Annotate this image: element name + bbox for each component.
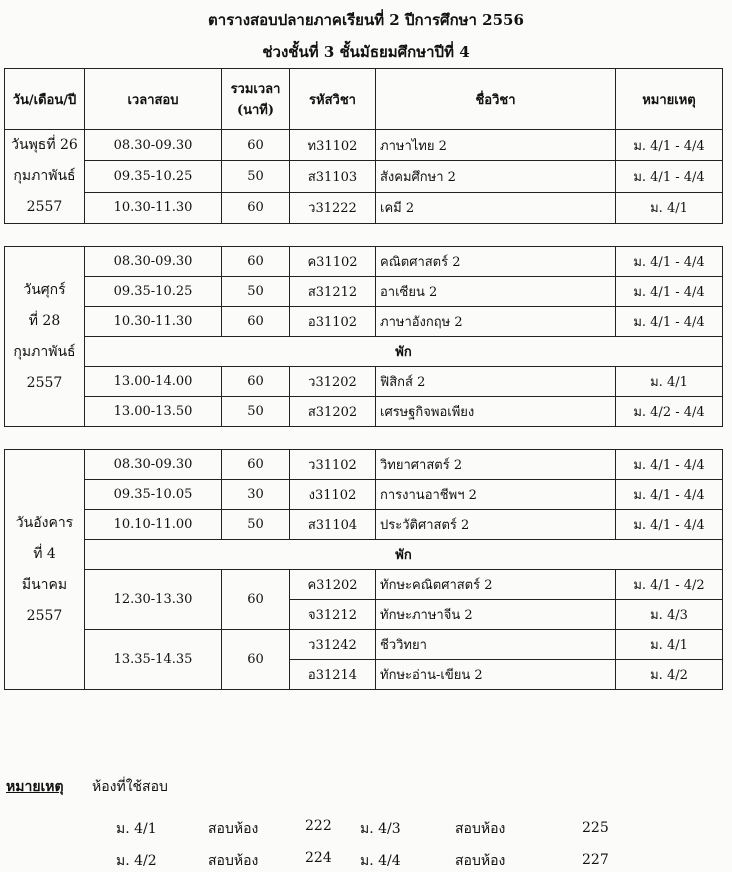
- note-cell: ม. 4/1: [616, 367, 723, 397]
- time-cell: 09.35-10.25: [85, 161, 222, 192]
- day3-line2: ที่ 4: [33, 545, 56, 562]
- duration-cell: 50: [222, 510, 290, 540]
- spacer-cell: [5, 224, 723, 247]
- duration-cell: 60: [222, 450, 290, 480]
- break-row: [5, 540, 723, 570]
- note-cell: ม. 4/1: [616, 630, 723, 660]
- table-row: [5, 161, 723, 192]
- room-class: ม. 4/4: [360, 853, 401, 869]
- table-row: [5, 130, 723, 161]
- subject-cell: อาเซียน 2: [376, 277, 616, 307]
- day1-line1: วันพุธที่ 26: [11, 137, 78, 153]
- room-number: 227: [582, 852, 609, 868]
- time-cell: 08.30-09.30: [85, 247, 222, 277]
- duration-cell: 50: [222, 161, 290, 192]
- note-cell: ม. 4/1 - 4/4: [616, 130, 723, 161]
- day2-line3: กุมภาพันธ์: [13, 343, 76, 360]
- header-note: หมายเหตุ: [616, 69, 723, 130]
- title-line-2: ช่วงชั้นที่ 3 ชั้นมัธยมศึกษาปีที่ 4: [262, 43, 470, 61]
- subject-cell: วิทยาศาสตร์ 2: [376, 450, 616, 480]
- spacer-row: [5, 224, 723, 247]
- subject-cell: ประวัติศาสตร์ 2: [376, 510, 616, 540]
- note-cell: ม. 4/1 - 4/4: [616, 277, 723, 307]
- day2-line1: วันศุกร์: [23, 281, 66, 298]
- time-cell: 09.35-10.25: [85, 277, 222, 307]
- note-cell: ม. 4/1 - 4/4: [616, 247, 723, 277]
- break-row: [5, 337, 723, 367]
- day3-date-cell: [5, 450, 85, 690]
- code-cell: จ31212: [290, 600, 376, 630]
- spacer-row: [5, 427, 723, 450]
- time-cell: 10.30-11.30: [85, 192, 222, 223]
- note-cell: ม. 4/3: [616, 600, 723, 630]
- note-cell: ม. 4/1 - 4/4: [616, 161, 723, 192]
- table-row: [5, 367, 723, 397]
- table-row: [5, 510, 723, 540]
- day2-date-cell: [5, 247, 85, 427]
- header-row: [5, 69, 723, 130]
- header-code: รหัสวิชา: [290, 69, 376, 130]
- header-duration-line2: (นาที): [236, 103, 275, 118]
- table-row: [5, 247, 723, 277]
- title-line-1: ตารางสอบปลายภาคเรียนที่ 2 ปีการศึกษา 2556: [208, 11, 524, 29]
- duration-cell: 50: [222, 397, 290, 427]
- day1-line2: กุมภาพันธ์: [13, 168, 76, 184]
- table-row: [5, 480, 723, 510]
- day1-line3: 2557: [26, 199, 63, 215]
- header-duration-line1: รวมเวลา: [230, 82, 281, 97]
- time-cell: 12.30-13.30: [85, 570, 222, 630]
- time-cell: 13.00-14.00: [85, 367, 222, 397]
- subject-cell: ชีววิทยา: [376, 630, 616, 660]
- duration-cell: 60: [222, 130, 290, 161]
- subject-cell: ภาษาอังกฤษ 2: [376, 307, 616, 337]
- code-cell: ส31202: [290, 397, 376, 427]
- code-cell: ค31102: [290, 247, 376, 277]
- day3-line1: วันอังคาร: [15, 514, 74, 531]
- day2-line4: 2557: [26, 374, 63, 391]
- code-cell: ว31242: [290, 630, 376, 660]
- code-cell: อ31214: [290, 660, 376, 690]
- subject-cell: ทักษะคณิตศาสตร์ 2: [376, 570, 616, 600]
- code-cell: อ31102: [290, 307, 376, 337]
- room-word: สอบห้อง: [455, 821, 506, 837]
- duration-cell: 30: [222, 480, 290, 510]
- duration-cell: 50: [222, 277, 290, 307]
- subject-cell: เศรษฐกิจพอเพียง: [376, 397, 616, 427]
- code-cell: ว31202: [290, 367, 376, 397]
- subject-cell: ทักษะภาษาจีน 2: [376, 600, 616, 630]
- day3-line3: มีนาคม: [21, 576, 68, 593]
- code-cell: ง31102: [290, 480, 376, 510]
- day2-line2: ที่ 28: [28, 312, 61, 329]
- subject-cell: การงานอาชีพฯ 2: [376, 480, 616, 510]
- note-cell: ม. 4/1 - 4/4: [616, 510, 723, 540]
- code-cell: ส31104: [290, 510, 376, 540]
- code-cell: ค31202: [290, 570, 376, 600]
- header-subject: ชื่อวิชา: [376, 69, 616, 130]
- code-cell: ว31102: [290, 450, 376, 480]
- day3-line4: 2557: [26, 607, 63, 624]
- time-cell: 13.00-13.50: [85, 397, 222, 427]
- duration-cell: 60: [222, 630, 290, 690]
- room-class: ม. 4/2: [116, 853, 157, 869]
- subject-cell: ทักษะอ่าน-เขียน 2: [376, 660, 616, 690]
- time-cell: 08.30-09.30: [85, 130, 222, 161]
- room-number: 225: [582, 820, 609, 836]
- time-cell: 09.35-10.05: [85, 480, 222, 510]
- time-cell: 08.30-09.30: [85, 450, 222, 480]
- code-cell: ท31102: [290, 130, 376, 161]
- time-cell: 10.10-11.00: [85, 510, 222, 540]
- notes-label: หมายเหตุ: [6, 779, 64, 795]
- note-cell: ม. 4/1 - 4/4: [616, 450, 723, 480]
- subject-cell: เคมี 2: [376, 192, 616, 223]
- notes-heading: ห้องที่ใช้สอบ: [92, 779, 168, 795]
- room-number: 222: [305, 818, 332, 834]
- header-time: เวลาสอบ: [85, 69, 222, 130]
- duration-cell: 60: [222, 247, 290, 277]
- note-cell: ม. 4/2 - 4/4: [616, 397, 723, 427]
- subject-cell: สังคมศึกษา 2: [376, 161, 616, 192]
- room-class: ม. 4/1: [116, 821, 157, 837]
- note-cell: ม. 4/1 - 4/4: [616, 480, 723, 510]
- room-word: สอบห้อง: [455, 853, 506, 869]
- note-cell: ม. 4/1 - 4/4: [616, 307, 723, 337]
- duration-cell: 60: [222, 570, 290, 630]
- table-row: [5, 307, 723, 337]
- table-row: [5, 277, 723, 307]
- subject-cell: ฟิสิกส์ 2: [376, 367, 616, 397]
- subject-cell: ภาษาไทย 2: [376, 130, 616, 161]
- duration-cell: 60: [222, 307, 290, 337]
- table-row: [5, 450, 723, 480]
- room-word: สอบห้อง: [208, 853, 259, 869]
- room-word: สอบห้อง: [208, 821, 259, 837]
- code-cell: ว31222: [290, 192, 376, 223]
- code-cell: ส31103: [290, 161, 376, 192]
- table-row: [5, 570, 723, 600]
- table-row: [5, 192, 723, 223]
- subject-cell: คณิตศาสตร์ 2: [376, 247, 616, 277]
- header-date: วัน/เดือน/ปี: [5, 69, 85, 130]
- break-label: พัก: [85, 337, 723, 367]
- break-label: พัก: [85, 540, 723, 570]
- time-cell: 13.35-14.35: [85, 630, 222, 690]
- note-cell: ม. 4/1: [616, 192, 723, 223]
- table-row: [5, 397, 723, 427]
- header-duration: [222, 69, 290, 130]
- spacer-cell: [5, 427, 723, 450]
- room-class: ม. 4/3: [360, 821, 401, 837]
- room-number: 224: [305, 850, 332, 866]
- duration-cell: 60: [222, 367, 290, 397]
- table-row: [5, 630, 723, 660]
- time-cell: 10.30-11.30: [85, 307, 222, 337]
- exam-schedule-table: [4, 68, 723, 690]
- code-cell: ส31212: [290, 277, 376, 307]
- day1-date-cell: [5, 130, 85, 224]
- note-cell: ม. 4/1 - 4/2: [616, 570, 723, 600]
- note-cell: ม. 4/2: [616, 660, 723, 690]
- duration-cell: 60: [222, 192, 290, 223]
